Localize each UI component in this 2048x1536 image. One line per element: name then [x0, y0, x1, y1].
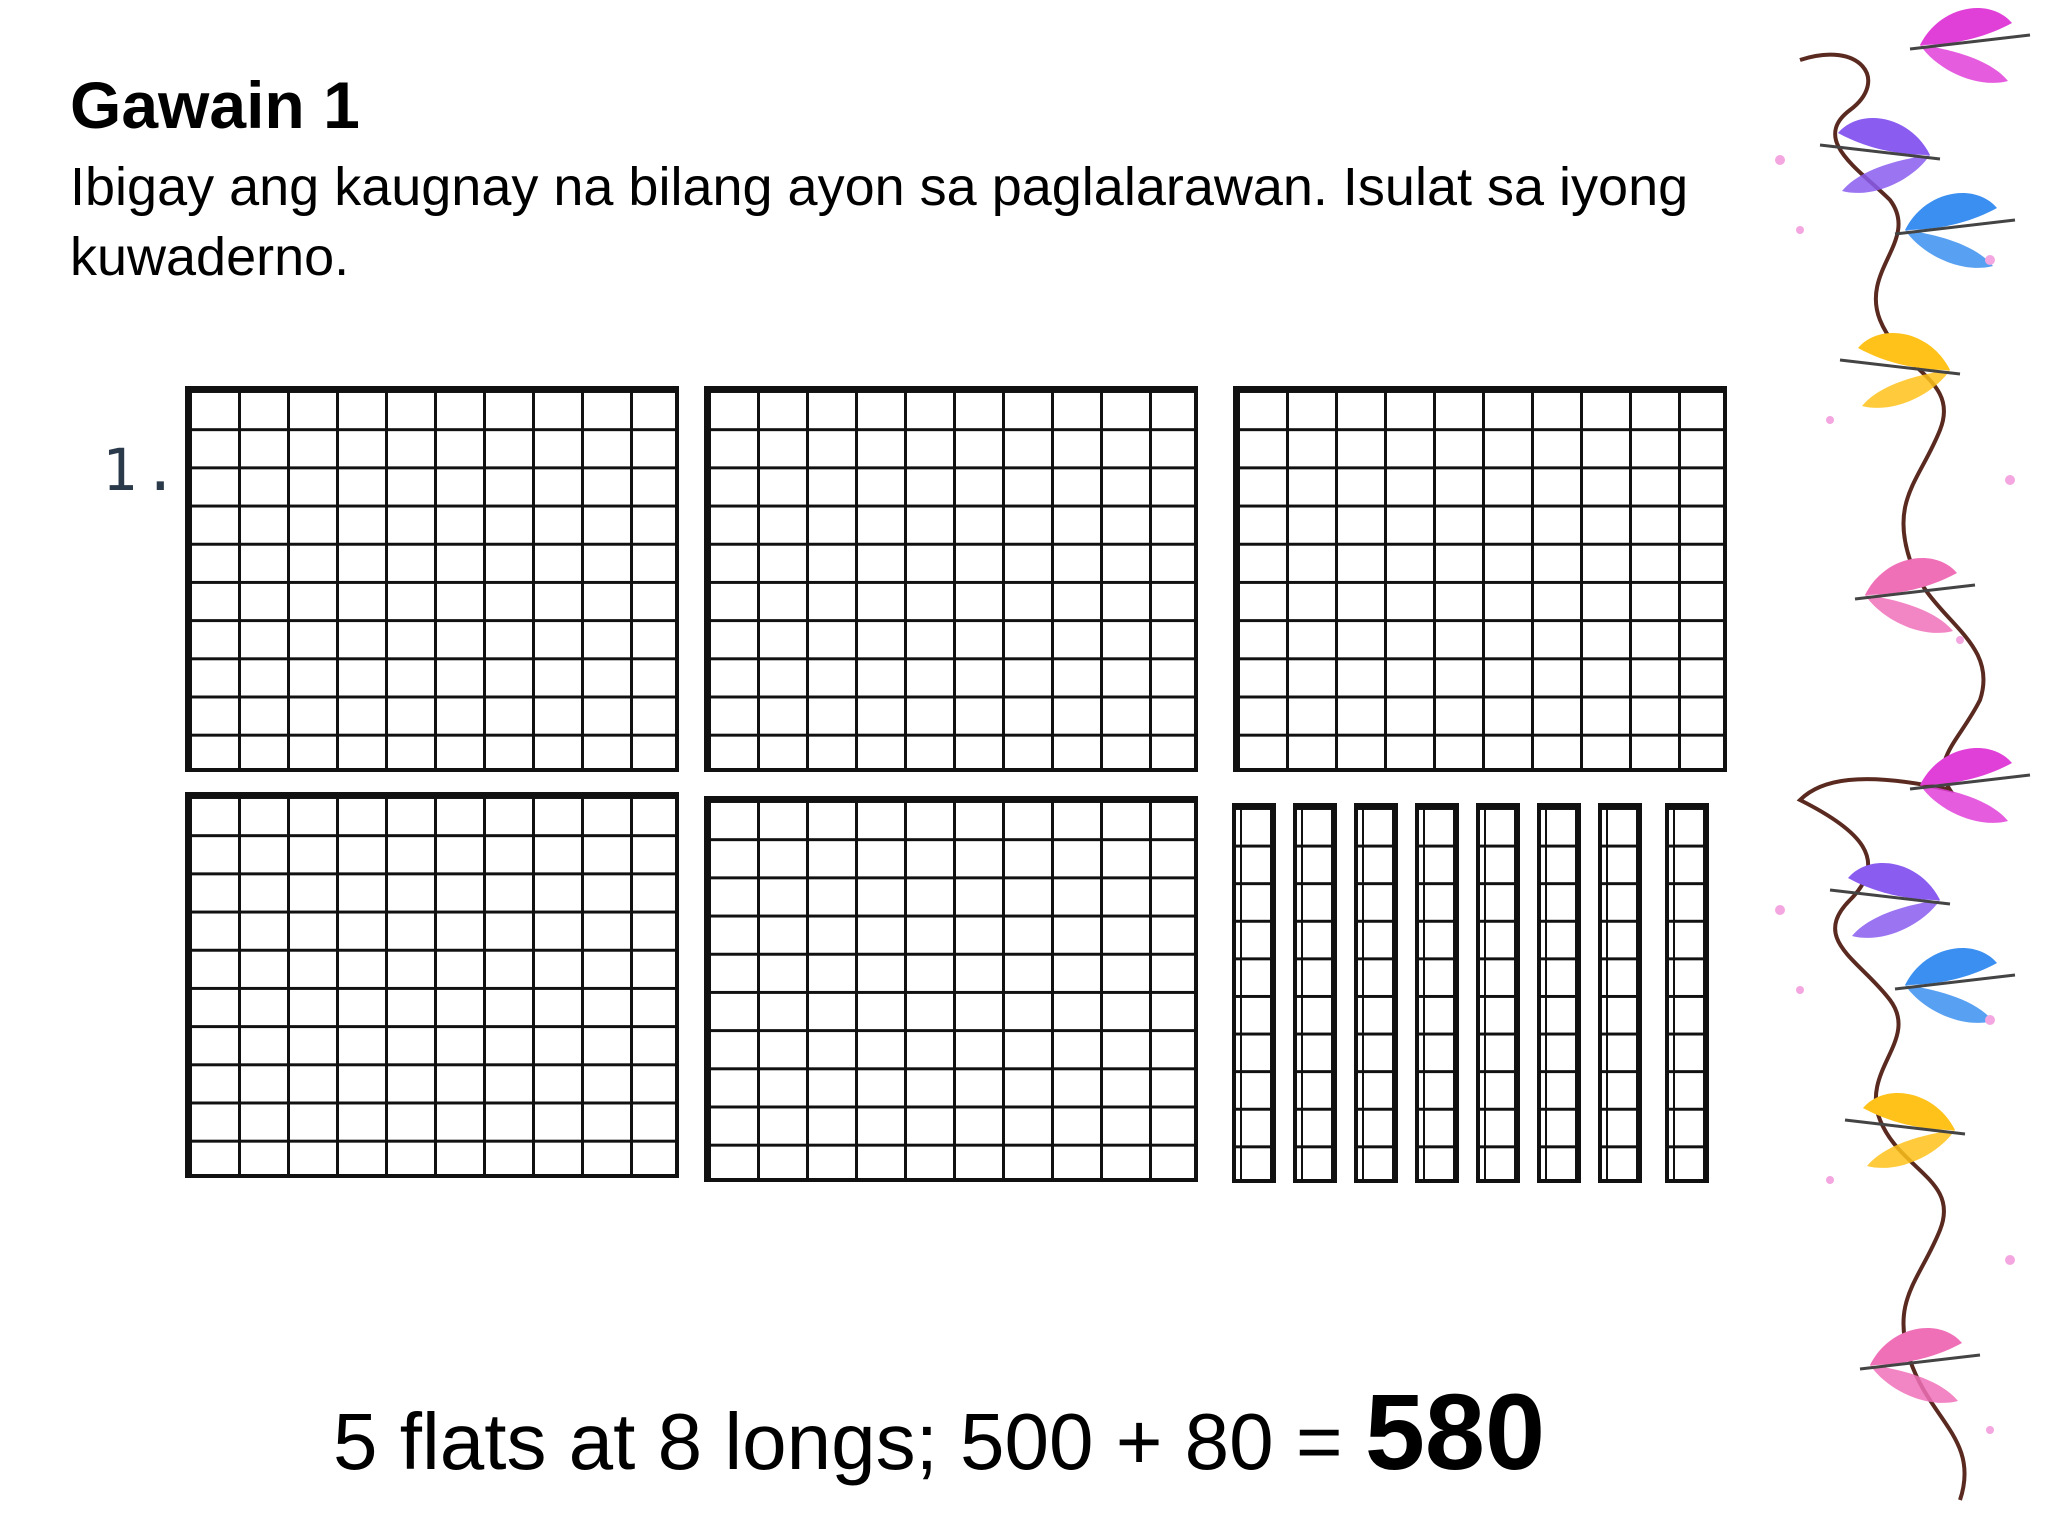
- ten-long: [1293, 803, 1337, 1183]
- pink-butterfly-icon: [1910, 748, 2030, 823]
- answer-total: 580: [1364, 1371, 1546, 1492]
- hundred-flat: [1233, 386, 1727, 772]
- ten-long: [1537, 803, 1581, 1183]
- ten-long: [1598, 803, 1642, 1183]
- ten-long: [1232, 803, 1276, 1183]
- ten-long: [1476, 803, 1520, 1183]
- hundred-flat: [704, 796, 1198, 1182]
- answer-line: [333, 1371, 1546, 1492]
- hundred-flat: [704, 386, 1198, 772]
- hundred-flat: [185, 386, 679, 772]
- blue-butterfly-icon: [1895, 193, 2015, 268]
- rose-butterfly-icon: [1860, 1328, 1980, 1403]
- rose-butterfly-icon: [1855, 558, 1975, 633]
- ten-long: [1354, 803, 1398, 1183]
- purple-butterfly-icon: [1820, 118, 1940, 193]
- pink-butterfly-icon: [1910, 8, 2030, 83]
- answer-expression: 5 flats at 8 longs; 500 + 80 =: [333, 1397, 1365, 1486]
- butterfly-border-decoration: [1740, 0, 2048, 1536]
- ten-long: [1665, 803, 1709, 1183]
- yellow-butterfly-icon: [1845, 1093, 1965, 1168]
- hundred-flat: [185, 792, 679, 1178]
- item-number: 1.: [102, 436, 184, 504]
- ten-long: [1415, 803, 1459, 1183]
- activity-title: Gawain 1: [70, 68, 360, 142]
- blue-butterfly-icon: [1895, 948, 2015, 1023]
- instructions-text: Ibigay ang kaugnay na bilang ayon sa paglalarawan. Isulat sa iyong kuwaderno.: [70, 157, 1689, 287]
